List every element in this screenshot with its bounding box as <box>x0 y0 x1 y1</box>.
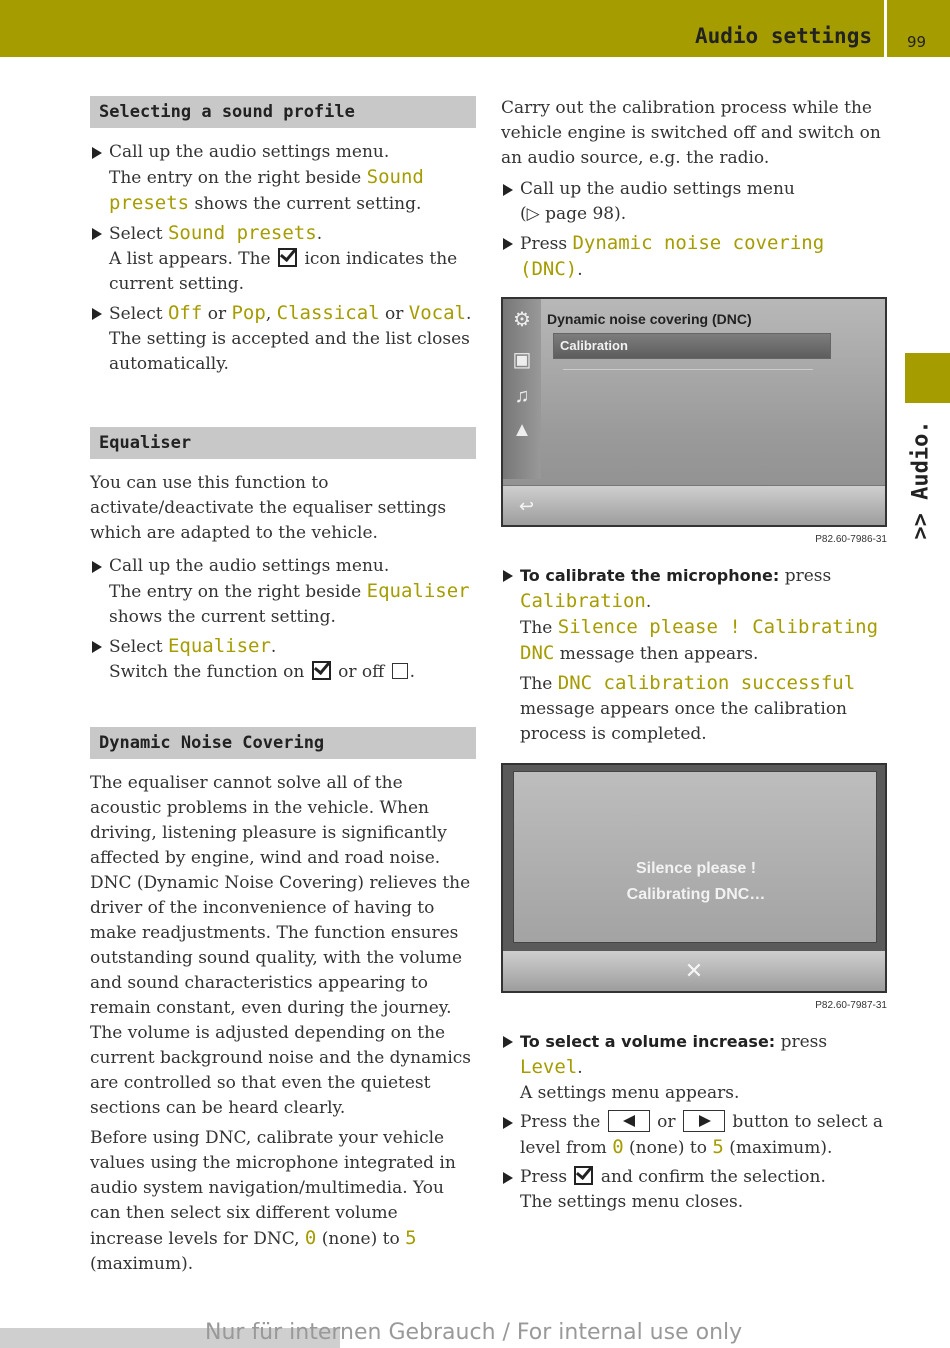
step-title: To select a volume increase: <box>520 1032 776 1051</box>
step-select-level <box>501 1110 887 1161</box>
checkmark-on-icon <box>312 661 331 680</box>
message-line: Calibrating DNC… <box>626 886 766 903</box>
menu-term-classical: Classical <box>276 302 380 324</box>
punct: . <box>465 304 472 324</box>
menu-term-sound-presets: Sound presets <box>167 222 317 244</box>
checkmark-icon <box>574 1166 593 1185</box>
step-text: The setting is accepted and the list closes automatically. <box>109 329 470 374</box>
figure-reference: P82.60-7987-31 <box>815 1000 887 1011</box>
page-title: Audio settings <box>694 24 872 48</box>
step-text: A settings menu appears. <box>520 1083 740 1103</box>
internal-use-notice: Nur für internen Gebrauch / For internal use only <box>205 1320 743 1345</box>
back-arrow-icon: ↩ <box>519 496 535 516</box>
step-call-menu <box>90 140 476 217</box>
section-heading-equaliser: Equaliser <box>90 427 476 459</box>
step-text: Call up the audio settings menu. <box>109 142 390 162</box>
calibrating-screenshot <box>501 763 887 993</box>
menu-term-dnc: Dynamic noise covering (DNC) <box>520 232 825 280</box>
calibration-intro: Carry out the calibration process while the vehicle engine is switched off and switch on an audio source, e.g. the radio. <box>501 98 881 168</box>
step-text: The entry on the right beside <box>109 582 362 602</box>
step-text: (none) to <box>629 1138 707 1158</box>
divider <box>563 369 813 370</box>
punct: . <box>270 637 277 657</box>
header-divider <box>884 0 887 57</box>
picture-icon: ▲ <box>512 419 532 441</box>
menu-term-off: Off <box>167 302 203 324</box>
level-max: 5 <box>405 1227 417 1249</box>
page-number: 99 <box>907 33 927 51</box>
step-text: (maximum). <box>729 1138 833 1158</box>
step-select-presets <box>90 221 476 297</box>
screen-sidebar <box>503 299 541 479</box>
paragraph-text: Before using DNC, calibrate your vehicle values using the microphone integrated in audio system navigation/multimedia. You can then select six different volume increase levels for DNC, <box>90 1128 456 1249</box>
right-column <box>501 96 887 1215</box>
dnc-menu-screenshot <box>501 297 887 527</box>
step-text: Press <box>520 1167 568 1187</box>
step-text: press <box>780 1032 828 1052</box>
step-text: Press the <box>520 1112 601 1132</box>
back-button[interactable] <box>503 485 885 525</box>
punct: . <box>316 224 323 244</box>
step-text: Select <box>109 224 163 244</box>
step-text: The <box>520 618 553 638</box>
punct: . <box>409 662 416 682</box>
level-max: 5 <box>712 1136 724 1158</box>
right-arrow-key-icon <box>683 1110 725 1132</box>
step-text: press <box>784 566 832 586</box>
dnc-paragraph-2 <box>90 1126 476 1277</box>
step-text: Switch the function on <box>109 662 305 682</box>
step-select-profile <box>90 301 476 377</box>
chapter-label-text: >> Audio. <box>908 420 934 540</box>
step-text: or <box>207 304 227 324</box>
step-text: The entry on the right beside <box>109 168 362 188</box>
equaliser-intro: You can use this function to activate/deactivate the equaliser settings which are adapted to the vehicle. <box>90 473 447 543</box>
step-text: message then appears. <box>559 644 759 664</box>
message-calibration-successful: DNC calibration successful <box>557 672 856 694</box>
message-silence-please: Silence please ! Calibrating DNC <box>520 616 879 664</box>
left-arrow-key-icon <box>608 1110 650 1132</box>
step-select-equaliser <box>90 634 476 685</box>
message-panel <box>513 771 877 943</box>
section-heading-sound-profile: Selecting a sound profile <box>90 96 476 128</box>
step-text: or off <box>338 662 385 682</box>
left-column <box>90 96 476 1277</box>
menu-term-calibration: Calibration <box>520 590 646 612</box>
menu-term-equaliser: Equaliser <box>366 580 470 602</box>
calibration-menu-item[interactable]: Calibration <box>553 333 831 359</box>
menu-term-vocal: Vocal <box>408 302 466 324</box>
step-text: and confirm the selection. <box>600 1167 826 1187</box>
step-call-menu <box>501 177 887 227</box>
punct: . <box>577 1058 583 1078</box>
menu-term-equaliser: Equaliser <box>167 635 271 657</box>
page-footer <box>0 1318 950 1348</box>
step-text: The <box>520 674 553 694</box>
screen-header: Dynamic noise covering (DNC) <box>547 311 752 327</box>
calibrating-message <box>514 856 878 908</box>
page-header <box>0 0 950 57</box>
step-text: or <box>657 1112 676 1132</box>
close-icon: ✕ <box>684 958 704 983</box>
step-text: shows the current setting. <box>109 607 336 627</box>
chapter-tab <box>905 353 950 403</box>
step-text: Call up the audio settings menu <box>520 179 795 199</box>
step-text: message appears once the calibration process is completed. <box>520 699 848 744</box>
punct: . <box>577 260 583 280</box>
step-text: The settings menu closes. <box>520 1192 744 1212</box>
step-text: A list appears. The <box>109 249 271 269</box>
section-heading-dnc: Dynamic Noise Covering <box>90 727 476 759</box>
step-confirm <box>501 1165 887 1215</box>
menu-term-sound-presets: Sound presets <box>109 166 424 214</box>
paragraph-text: (none) to <box>321 1229 400 1249</box>
step-title: To calibrate the microphone: <box>520 566 780 585</box>
step-text: or <box>384 304 404 324</box>
settings-icon: ⚙ <box>513 309 531 331</box>
menu-term-level: Level <box>520 1056 578 1078</box>
step-text: Select <box>109 304 163 324</box>
step-calibrate-microphone <box>501 563 887 667</box>
page-reference: (▷ page 98). <box>520 204 627 224</box>
step-text: Select <box>109 637 163 657</box>
dnc-paragraph-1: The equaliser cannot solve all of the acoustic problems in the vehicle. When driving, listening pleasure is significantly affected by engine, wind and road noise. DNC (Dynamic Noise Covering) relieves the driver of the inconvenience of having to make readjustments. The function ensures outstanding sound quality, with the volume and sound characteristics appearing to remain constant, even during the journey. The volume is adjusted depending on the current background noise and the dynamics are controlled so that even the quietest sections can be heard clearly. <box>90 773 472 1118</box>
message-line: Silence please ! <box>635 860 757 877</box>
step-text: Press <box>520 234 568 254</box>
step-text: button to select a level from <box>520 1112 884 1158</box>
step-text: Call up the audio settings menu. <box>109 556 390 576</box>
menu-term-pop: Pop <box>231 302 266 324</box>
checkmark-icon <box>278 248 297 267</box>
calibration-success-note <box>501 671 887 747</box>
music-note-icon: ♫ <box>514 385 530 407</box>
level-min: 0 <box>304 1227 317 1249</box>
step-call-menu <box>90 554 476 630</box>
level-min: 0 <box>612 1136 624 1158</box>
step-select-volume <box>501 1029 887 1106</box>
step-press-dnc <box>501 231 887 283</box>
checkbox-off-icon <box>392 663 408 679</box>
figure-reference: P82.60-7986-31 <box>815 534 887 545</box>
punct: , <box>265 304 272 324</box>
punct: . <box>645 592 652 612</box>
paragraph-text: (maximum). <box>90 1254 194 1274</box>
camera-icon: ▣ <box>512 349 532 371</box>
step-text: icon indicates the current setting. <box>109 249 458 294</box>
step-text: shows the current setting. <box>194 194 422 214</box>
cancel-button[interactable] <box>503 951 885 991</box>
chapter-label <box>904 420 938 540</box>
